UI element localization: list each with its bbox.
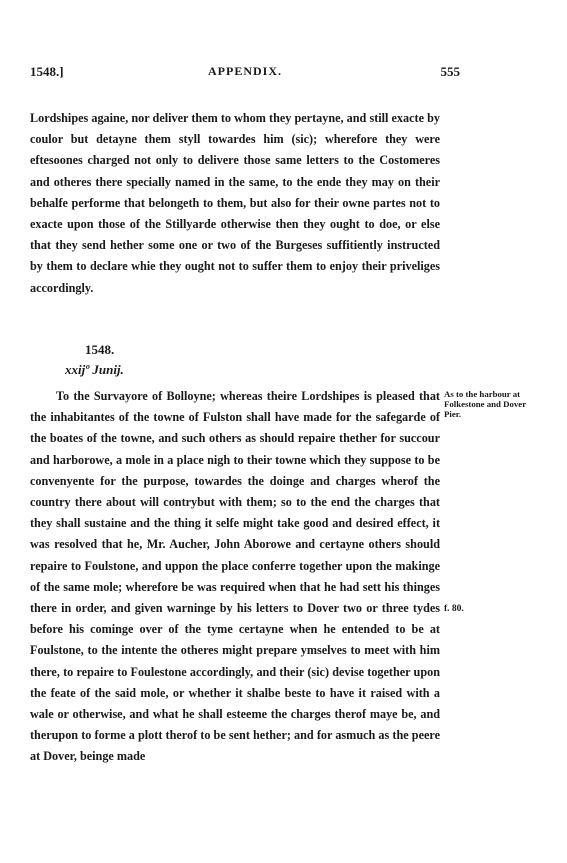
header-title: APPENDIX. bbox=[208, 64, 282, 78]
page-number: 555 bbox=[440, 64, 460, 79]
header-year: 1548.] bbox=[30, 64, 64, 79]
entry-day: xxijº Junij. bbox=[65, 362, 124, 377]
margin-note-folio: f. 80. bbox=[444, 604, 464, 614]
entry-year: 1548. bbox=[85, 342, 115, 357]
running-header bbox=[30, 64, 460, 84]
paragraph-entry: To the Survayore of Bolloyne; whereas theire Lordshipes is pleased that the inhabitantes of the towne of Fulston shall have made for the safegarde of the boates of the towne, and such others as should repaire thether for succour and harborowe, a mole in a place nigh to their towne which they suppose to be convenyente for the purpose, towardes the doinge and charges wherof the country there about will contrybut with them; so to the end the charges that they shall sustaine and the thing it selfe might take good and desired effect, it was resolved that he, Mr. Aucher, John Aborowe and certayne others should repaire to Foulstone, and uppon the place conferre together upon the makinge of the same mole; wherefore be was required when that he had sett his thinges there in order, and given warninge by his letters to Dover two or three tydes before his cominge over of the tyme certayne when he entended to be at Foulstone, to the intente the otheres might prepare ymselves to meet with him there, to repaire to Foulestone accordingly, and their (sic) devise together upon the feate of the said mole, or whether it shalbe beste to have it raised with a wale or otherwise, and what he shall esteeme the charges therof maye be, and therupon to forme a plott therof to be sent hether; and for asmuch as the peere at Dover, beinge made bbox=[30, 389, 440, 764]
margin-note-harbour: As to the harbour at Folkestone and Dover Pier. bbox=[444, 389, 526, 419]
paragraph-continued: Lordshipes againe, nor deliver them to whom they pertayne, and still exacte by coulor but detayne them styll towardes him (sic); wherefore they were eftesoones charged not only to delivere those same letters to the Costomeres and otheres there specially named in the same, to the ende they may on their behalfe performe that belongeth to them, but also for their owne partes not to exacte upon those of the Stillyarde otherwise then they ought to doe, or else that they send hether some one or two of the Burgeses suffitiently instructed by them to declare whie they ought not to suffer them to enjoy their priveliges accordingly. bbox=[30, 111, 440, 295]
